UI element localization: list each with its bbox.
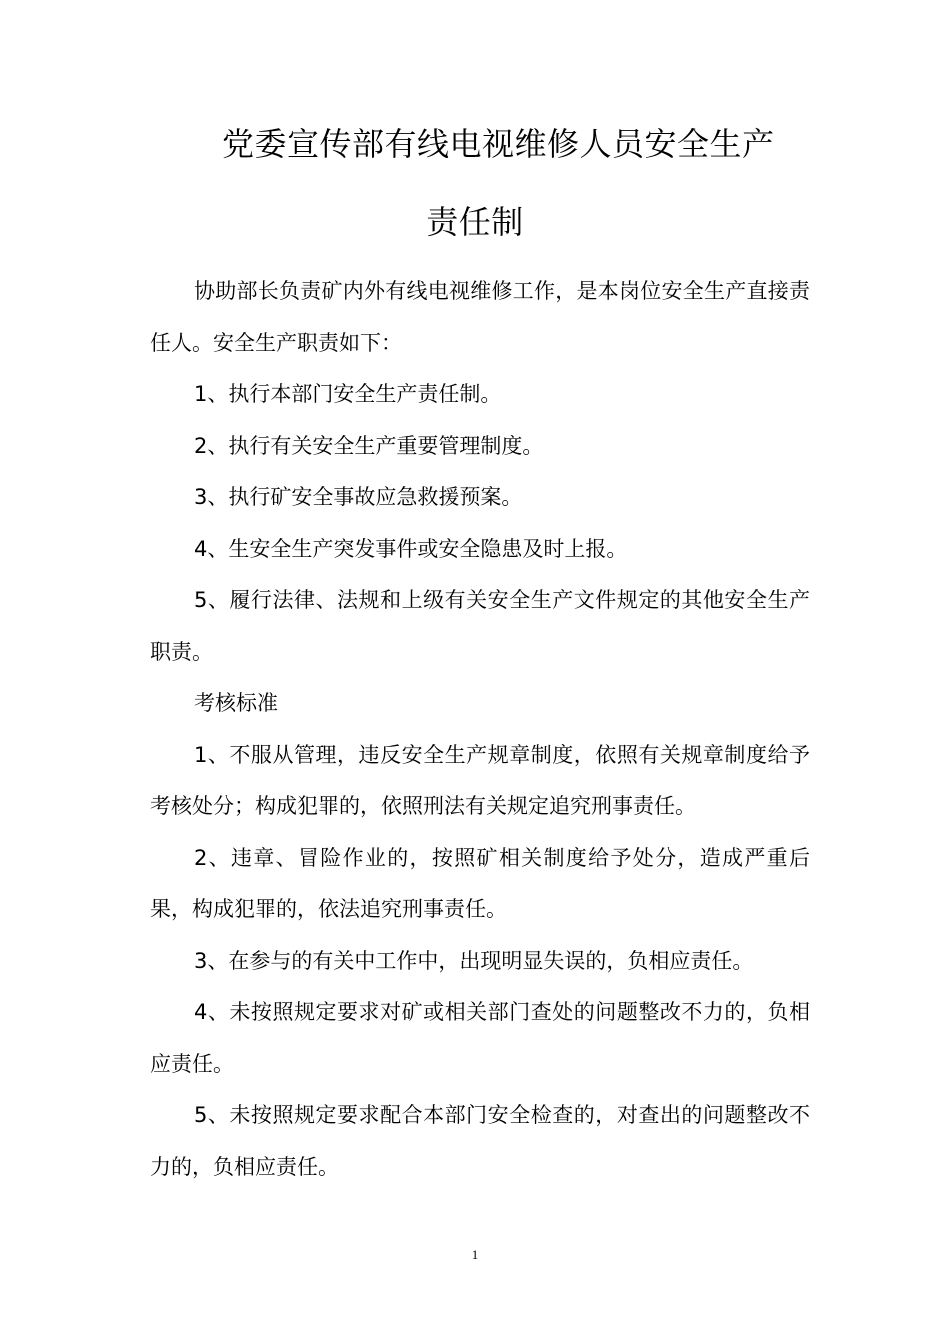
assessment-item-1: 1、不服从管理，违反安全生产规章制度，依照有关规章制度给予考核处分；构成犯罪的，依照刑法有关规定追究刑事责任。 [150, 742, 810, 818]
intro-paragraph: 协助部长负责矿内外有线电视维修工作，是本岗位安全生产直接责任人。安全生产职责如下： [150, 279, 810, 355]
document-body [150, 266, 810, 1193]
page-number: 1 [471, 1247, 479, 1262]
assessment-item-3: 3、在参与的有关中工作中，出现明显失误的，负相应责任。 [194, 948, 754, 973]
assessment-heading: 考核标准 [194, 691, 278, 715]
duty-item-5: 5、履行法律、法规和上级有关安全生产文件规定的其他安全生产职责。 [150, 588, 810, 664]
document-title-line-2: 责任制 [426, 203, 524, 241]
assessment-item-5: 5、未按照规定要求配合本部门安全检查的，对查出的问题整改不力的，负相应责任。 [150, 1103, 810, 1179]
duty-item-2: 2、执行有关安全生产重要管理制度。 [194, 433, 544, 458]
duty-item-1: 1、执行本部门安全生产责任制。 [194, 382, 502, 406]
duty-item-4: 4、生安全生产突发事件或安全隐患及时上报。 [194, 536, 628, 561]
document-title-line-1: 党委宣传部有线电视维修人员安全生产 [222, 125, 775, 163]
assessment-item-2: 2、违章、冒险作业的，按照矿相关制度给予处分，造成严重后果，构成犯罪的，依法追究刑事责任。 [150, 845, 810, 921]
assessment-item-4: 4、未按照规定要求对矿或相关部门查处的问题整改不力的，负相应责任。 [150, 1000, 810, 1076]
duty-item-3: 3、执行矿安全事故应急救援预案。 [194, 485, 523, 509]
